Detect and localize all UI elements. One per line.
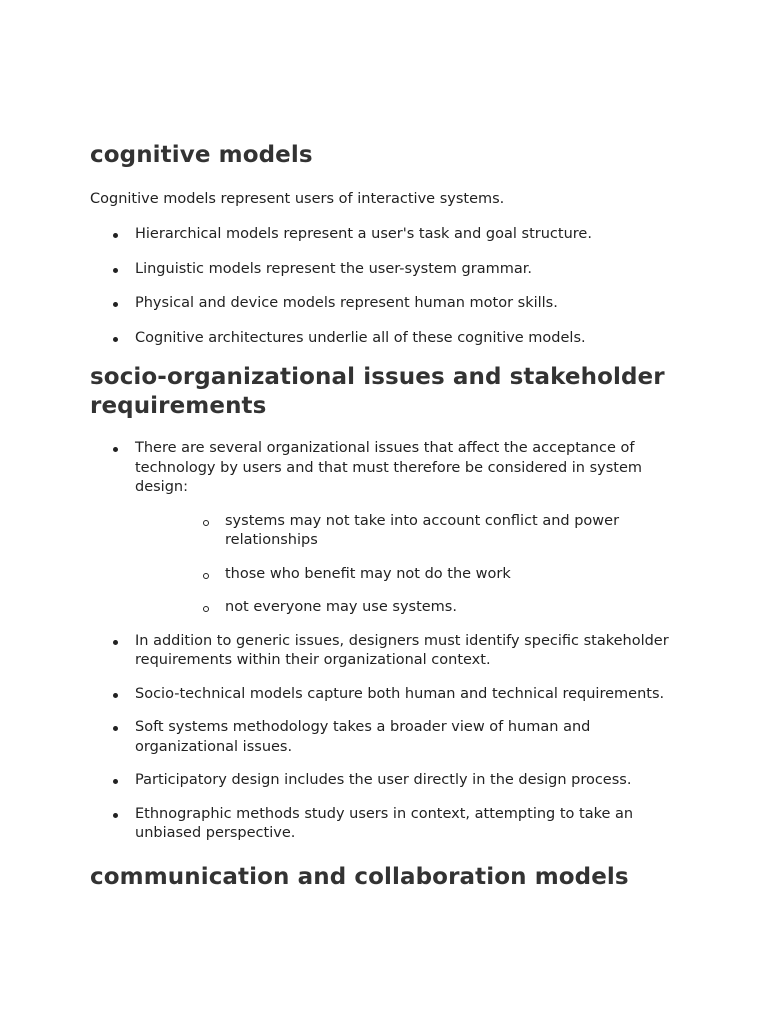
section-heading-communication-models: communication and collaboration models xyxy=(90,863,629,890)
list-item: Hierarchical models represent a user's task and goal structure. xyxy=(90,225,680,245)
list-item-text: There are several organizational issues that affect the acceptance of technology by users and that must therefore be considered in system design: xyxy=(135,440,643,495)
list-item: Physical and device models represent human motor skills. xyxy=(90,294,680,314)
sub-list-item: not everyone may use systems. xyxy=(135,598,680,618)
socio-organizational-list xyxy=(90,439,680,844)
list-item xyxy=(90,439,680,618)
section-heading-socio-organizational: socio-organizational issues and stakeholder requirements xyxy=(90,364,665,419)
sub-list xyxy=(135,512,680,618)
list-item: Linguistic models represent the user-system grammar. xyxy=(90,260,680,280)
list-item: Cognitive architectures underlie all of these cognitive models. xyxy=(90,329,680,349)
list-item: Socio-technical models capture both human and technical requirements. xyxy=(90,685,680,705)
list-item: Participatory design includes the user directly in the design process. xyxy=(90,771,680,791)
document-page xyxy=(90,136,680,892)
sub-list-item: systems may not take into account conflict and power relationships xyxy=(135,512,680,551)
list-item: In addition to generic issues, designers must identify specific stakeholder requirements within their organizational context. xyxy=(90,632,680,671)
section-heading-cognitive-models: cognitive models xyxy=(90,142,313,168)
list-item: Soft systems methodology takes a broader view of human and organizational issues. xyxy=(90,718,680,757)
intro-paragraph: Cognitive models represent users of interactive systems. xyxy=(90,191,505,207)
cognitive-models-list xyxy=(90,225,680,348)
list-item: Ethnographic methods study users in context, attempting to take an unbiased perspective. xyxy=(90,805,680,844)
sub-list-item: those who benefit may not do the work xyxy=(135,565,680,585)
